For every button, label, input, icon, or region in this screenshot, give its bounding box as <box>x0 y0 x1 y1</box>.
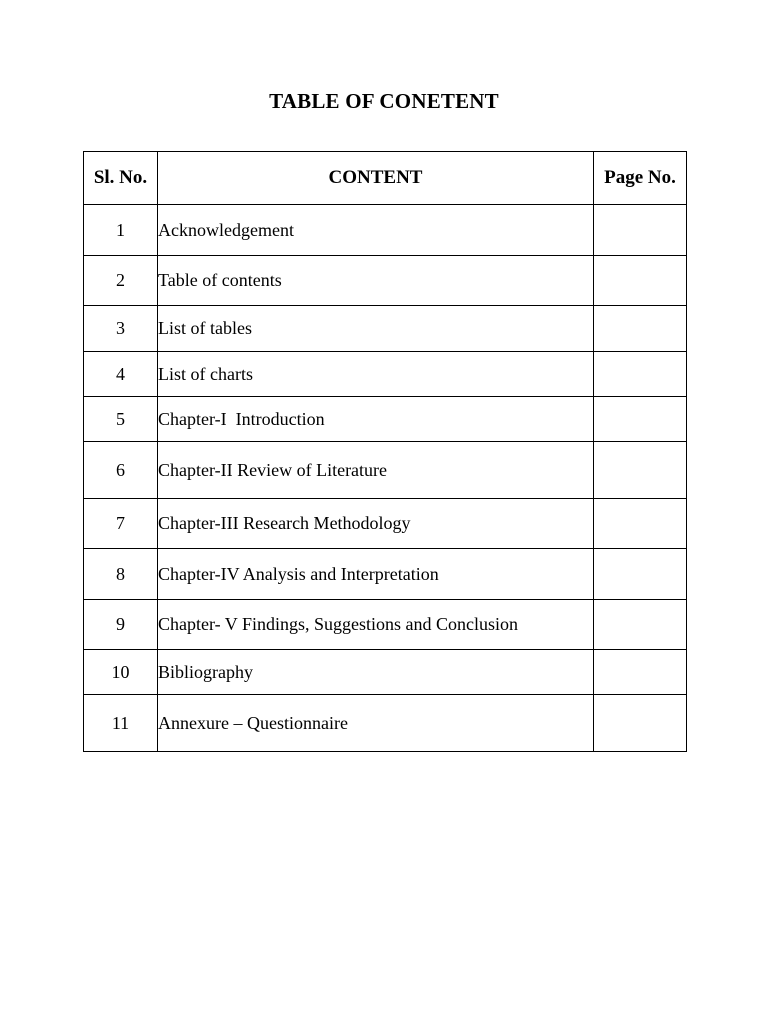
table-row <box>84 695 687 752</box>
table-row <box>84 442 687 499</box>
row-content: Annexure – Questionnaire <box>158 695 594 752</box>
page-title: TABLE OF CONETENT <box>269 89 499 113</box>
row-sl-no: 5 <box>84 397 158 442</box>
row-sl-no: 9 <box>84 600 158 650</box>
row-sl-no: 2 <box>84 256 158 306</box>
row-content: Chapter-III Research Methodology <box>158 499 594 549</box>
header-page-no: Page No. <box>594 152 687 205</box>
row-content: Chapter-I Introduction <box>158 397 594 442</box>
header-sl-no: Sl. No. <box>84 152 158 205</box>
row-content: Chapter-IV Analysis and Interpretation <box>158 549 594 600</box>
table-row <box>84 205 687 256</box>
row-page-no <box>594 352 687 397</box>
row-sl-no: 11 <box>84 695 158 752</box>
row-sl-no: 7 <box>84 499 158 549</box>
row-page-no <box>594 306 687 352</box>
row-page-no <box>594 549 687 600</box>
table-row <box>84 549 687 600</box>
table-row <box>84 306 687 352</box>
row-sl-no: 3 <box>84 306 158 352</box>
table-row <box>84 499 687 549</box>
header-row <box>84 152 687 205</box>
row-page-no <box>594 205 687 256</box>
row-content: List of charts <box>158 352 594 397</box>
table-row <box>84 600 687 650</box>
row-sl-no: 6 <box>84 442 158 499</box>
row-page-no <box>594 256 687 306</box>
row-page-no <box>594 695 687 752</box>
row-content: List of tables <box>158 306 594 352</box>
row-content: Chapter- V Findings, Suggestions and Conclusion <box>158 600 594 650</box>
table-row <box>84 650 687 695</box>
row-content: Chapter-II Review of Literature <box>158 442 594 499</box>
row-sl-no: 10 <box>84 650 158 695</box>
table-row <box>84 352 687 397</box>
row-page-no <box>594 397 687 442</box>
row-page-no <box>594 442 687 499</box>
table-row <box>84 397 687 442</box>
row-content: Acknowledgement <box>158 205 594 256</box>
row-sl-no: 1 <box>84 205 158 256</box>
row-page-no <box>594 499 687 549</box>
row-content: Table of contents <box>158 256 594 306</box>
row-sl-no: 4 <box>84 352 158 397</box>
row-page-no <box>594 650 687 695</box>
header-content: CONTENT <box>158 152 594 205</box>
row-page-no <box>594 600 687 650</box>
table-row <box>84 256 687 306</box>
row-sl-no: 8 <box>84 549 158 600</box>
contents-table <box>83 151 687 752</box>
row-content: Bibliography <box>158 650 594 695</box>
